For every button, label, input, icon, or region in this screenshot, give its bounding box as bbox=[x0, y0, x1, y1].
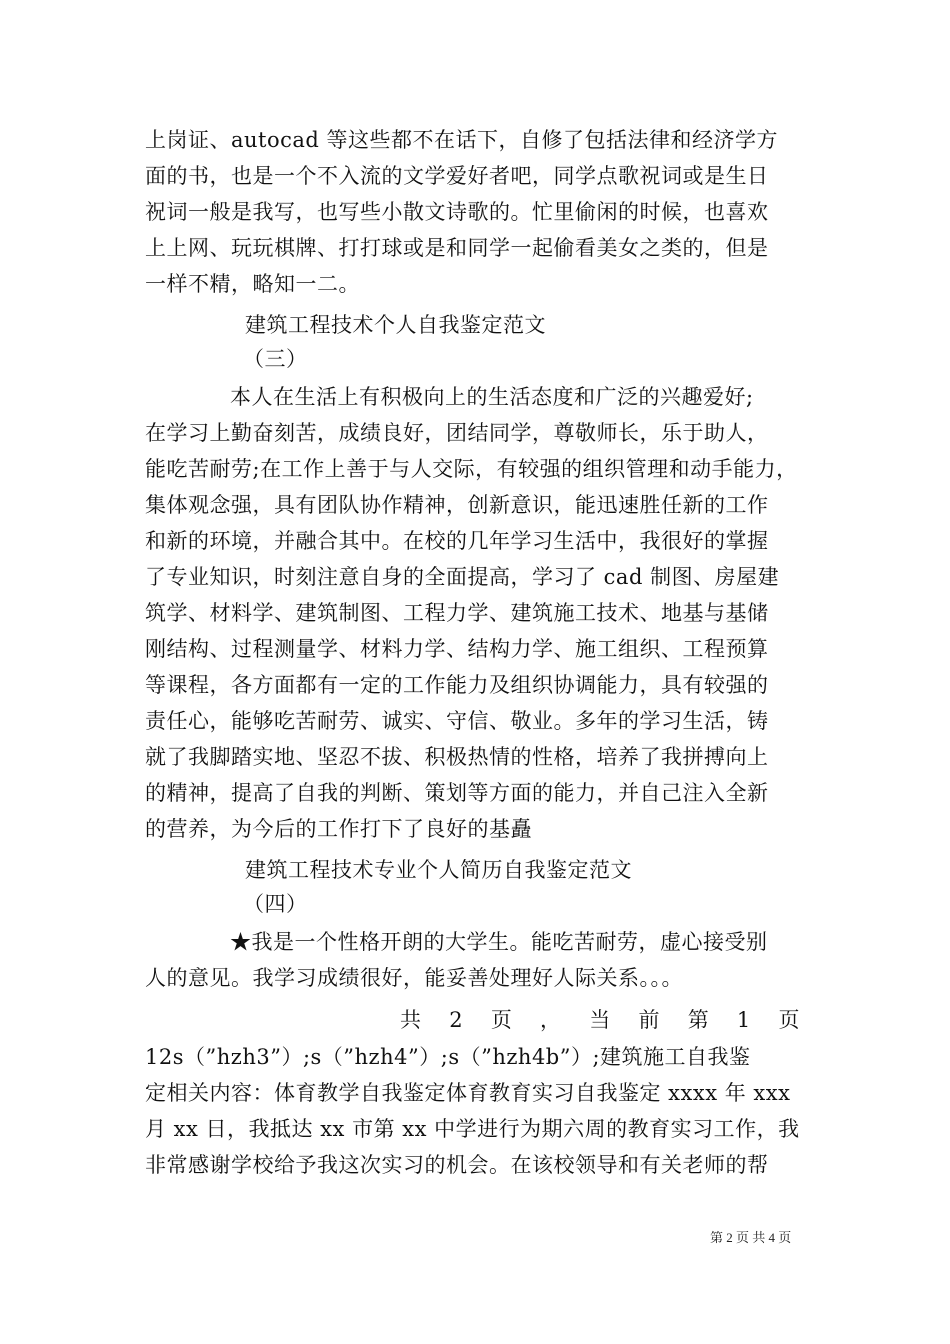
pagination-char: 2 bbox=[449, 1008, 464, 1032]
body-text-line: 面的书，也是一个不入流的文学爱好者吧，同学点歌祝词或是生日 bbox=[145, 164, 769, 188]
body-text-line: 上上网、玩玩棋牌、打打球或是和同学一起偷看美女之类的，但是 bbox=[145, 236, 769, 260]
body-text-line: 能吃苦耐劳;在工作上善于与人交际，有较强的组织管理和动手能力， bbox=[145, 457, 798, 481]
pagination-char: 页 bbox=[490, 1008, 513, 1032]
pagination-char: 页 bbox=[778, 1008, 800, 1032]
body-text-line: 筑学、材料学、建筑制图、工程力学、建筑施工技术、地基与基储 bbox=[145, 601, 769, 625]
body-text-line: 定相关内容：体育教学自我鉴定体育教育实习自我鉴定 xxxx 年 xxx bbox=[145, 1081, 791, 1105]
body-text-line: 祝词一般是我写，也写些小散文诗歌的。忙里偷闲的时候，也喜欢 bbox=[145, 200, 769, 224]
section-number: （三） bbox=[243, 347, 308, 371]
body-text-line: 刚结构、过程测量学、材料力学、结构力学、施工组织、工程预算 bbox=[145, 637, 769, 661]
body-text-line: 了专业知识，时刻注意自身的全面提高，学习了 cad 制图、房屋建 bbox=[145, 565, 780, 589]
pagination-char: 共 bbox=[400, 1008, 422, 1032]
section-heading: 建筑工程技术专业个人简历自我鉴定范文 bbox=[245, 858, 632, 882]
pagination-char: 前 bbox=[638, 1008, 660, 1032]
body-text-line: 就了我脚踏实地、坚忍不拔、积极热情的性格，培养了我拼搏向上 bbox=[145, 745, 769, 769]
body-text-line: 集体观念强，具有团队协作精神，创新意识，能迅速胜任新的工作 bbox=[145, 493, 769, 517]
body-text-line: 等课程，各方面都有一定的工作能力及组织协调能力，具有较强的 bbox=[145, 673, 769, 697]
body-text-line: 责任心，能够吃苦耐劳、诚实、守信、敬业。多年的学习生活，铸 bbox=[145, 709, 769, 733]
body-text-line: 12s（”hzh3”）;s（”hzh4”）;s（”hzh4b”）;建筑施工自我鉴 bbox=[145, 1045, 751, 1069]
body-text-line: 的营养，为今后的工作打下了良好的基矗 bbox=[145, 817, 532, 841]
pagination-char: 1 bbox=[736, 1008, 751, 1032]
body-text-line: 月 xx 日，我抵达 xx 市第 xx 中学进行为期六周的教育实习工作，我 bbox=[145, 1117, 800, 1141]
body-text-line: 非常感谢学校给予我这次实习的机会。在该校领导和有关老师的帮 bbox=[145, 1153, 769, 1177]
paragraph-first-line: 本人在生活上有积极向上的生活态度和广泛的兴趣爱好; bbox=[230, 385, 754, 409]
paragraph-first-line: ★我是一个性格开朗的大学生。能吃苦耐劳，虚心接受别 bbox=[230, 930, 768, 954]
pagination-char: 当 bbox=[589, 1008, 611, 1032]
body-text-line: 上岗证、autocad 等这些都不在话下，自修了包括法律和经济学方 bbox=[145, 128, 779, 152]
page-footer: 第 2 页 共 4 页 bbox=[710, 1230, 792, 1245]
body-text-line: 一样不精，略知一二。 bbox=[145, 272, 360, 296]
section-heading: 建筑工程技术个人自我鉴定范文 bbox=[245, 313, 546, 337]
pagination-line bbox=[400, 1003, 800, 1037]
body-text-line: 和新的环境，并融合其中。在校的几年学习生活中，我很好的掌握 bbox=[145, 529, 769, 553]
pagination-char: ， bbox=[540, 1008, 562, 1032]
body-text-line: 在学习上勤奋刻苦，成绩良好，团结同学，尊敬师长，乐于助人， bbox=[145, 421, 769, 445]
body-text-line: 人的意见。我学习成绩很好，能妥善处理好人际关系。。。 bbox=[145, 966, 683, 990]
body-text-line: 的精神，提高了自我的判断、策划等方面的能力，并自己注入全新 bbox=[145, 781, 769, 805]
section-number: （四） bbox=[243, 892, 308, 916]
pagination-char: 第 bbox=[687, 1008, 710, 1032]
